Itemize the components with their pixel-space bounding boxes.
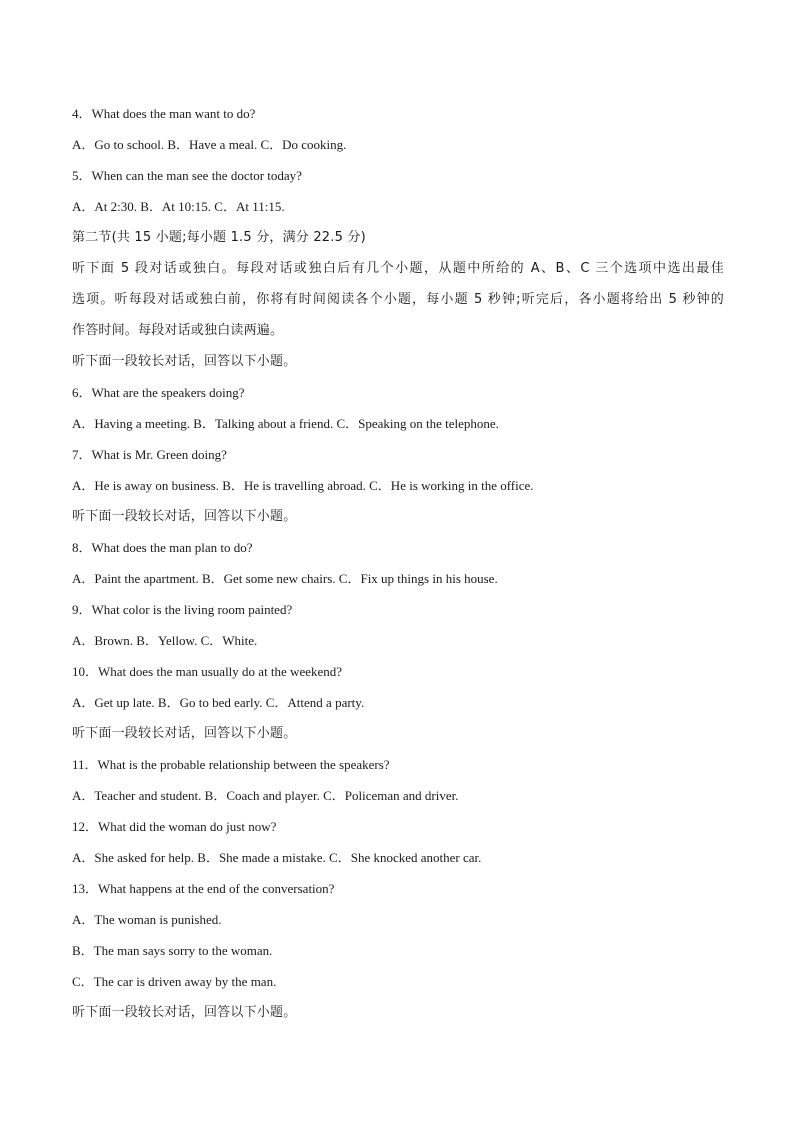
question-4: 4．What does the man want to do? — [72, 106, 256, 121]
question-13-option-a: A．The woman is punished. — [72, 912, 222, 927]
question-7-options: A．He is away on business. B．He is travelling abroad. C．He is working in the office. — [72, 478, 534, 493]
question-6: 6．What are the speakers doing? — [72, 385, 245, 400]
dialogue-intro: 听下面一段较长对话，回答以下小题。 — [72, 354, 297, 369]
question-5: 5．When can the man see the doctor today? — [72, 168, 302, 183]
question-12-options: A．She asked for help. B．She made a mistake. C．She knocked another car. — [72, 850, 482, 865]
question-12: 12．What did the woman do just now? — [72, 819, 277, 834]
question-8-options: A．Paint the apartment. B．Get some new chairs. C．Fix up things in his house. — [72, 571, 498, 586]
dialogue-intro: 听下面一段较长对话，回答以下小题。 — [72, 509, 297, 524]
dialogue-intro: 听下面一段较长对话，回答以下小题。 — [72, 726, 297, 741]
question-10: 10．What does the man usually do at the weekend? — [72, 664, 343, 679]
question-13-option-b: B．The man says sorry to the woman. — [72, 943, 273, 958]
question-4-options: A．Go to school. B．Have a meal. C．Do cooking. — [72, 137, 347, 152]
dialogue-intro: 听下面一段较长对话，回答以下小题。 — [72, 1005, 297, 1020]
question-7: 7．What is Mr. Green doing? — [72, 447, 227, 462]
question-9-options: A．Brown. B．Yellow. C．White. — [72, 633, 258, 648]
section-2-heading: 第二节(共 15 小题;每小题 1.5 分，满分 22.5 分) — [72, 230, 366, 245]
section-2-instructions-line-1: 听下面 5 段对话或独白。每段对话或独白后有几个小题，从题中所给的 A、B、C 三个选项中选出最佳 — [72, 261, 724, 276]
question-13: 13．What happens at the end of the conversation? — [72, 881, 335, 896]
question-5-options: A．At 2:30. B．At 10:15. C．At 11:15. — [72, 199, 285, 214]
exam-page-content — [72, 102, 724, 1032]
question-10-options: A．Get up late. B．Go to bed early. C．Attend a party. — [72, 695, 365, 710]
question-6-options: A．Having a meeting. B．Talking about a friend. C．Speaking on the telephone. — [72, 416, 499, 431]
question-11-options: A．Teacher and student. B．Coach and player. C．Policeman and driver. — [72, 788, 459, 803]
question-9: 9．What color is the living room painted? — [72, 602, 293, 617]
question-11: 11．What is the probable relationship between the speakers? — [72, 757, 390, 772]
question-13-option-c: C．The car is driven away by the man. — [72, 974, 277, 989]
section-2-instructions-line-3: 作答时间。每段对话或独白读两遍。 — [72, 323, 284, 338]
section-2-instructions-line-2: 选项。听每段对话或独白前，你将有时间阅读各个小题，每小题 5 秒钟;听完后，各小题将给出 5 秒钟的 — [72, 292, 724, 307]
question-8: 8．What does the man plan to do? — [72, 540, 253, 555]
